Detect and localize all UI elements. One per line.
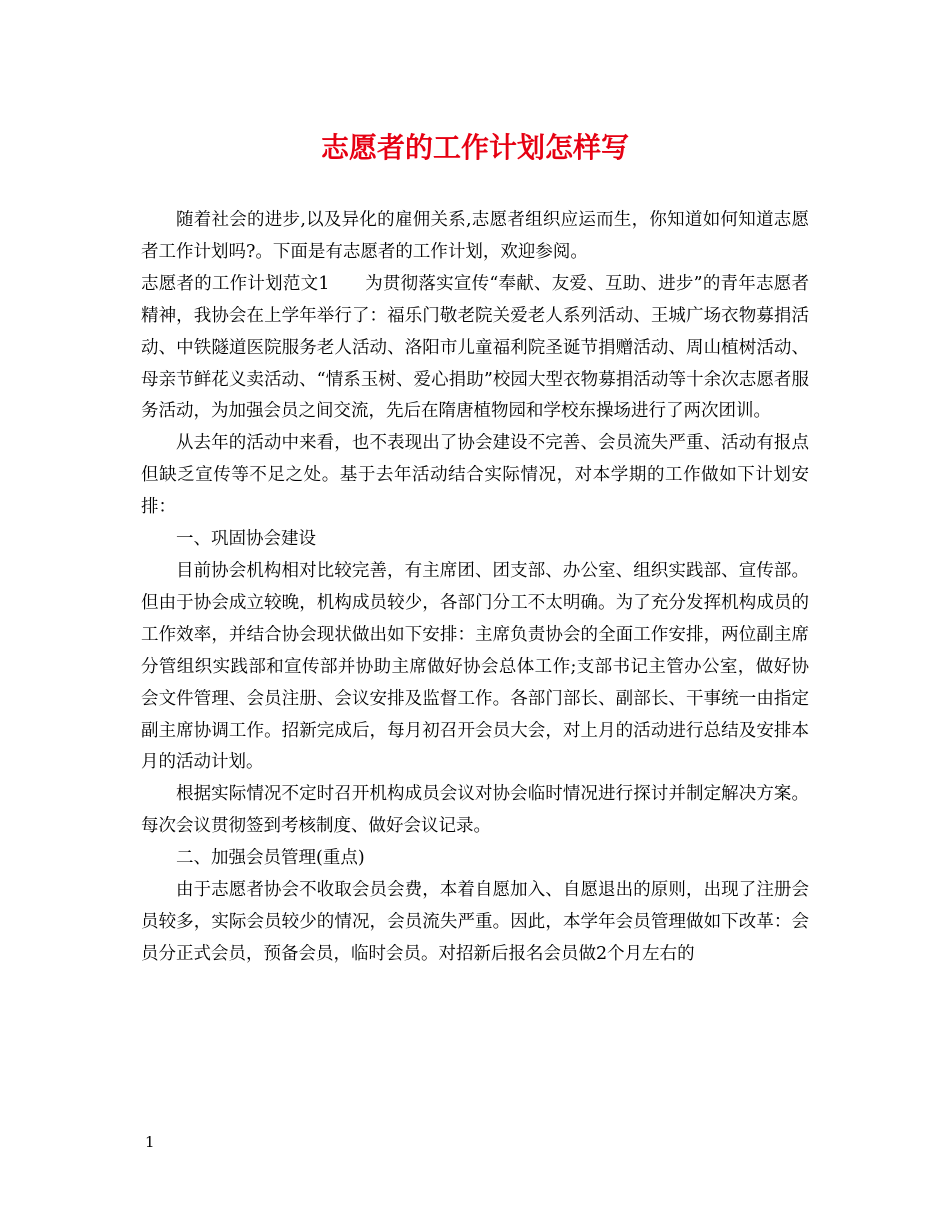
paragraph-intro: 随着社会的进步,以及异化的雇佣关系,志愿者组织应运而生，你知道如何知道志愿者工作计划吗?。下面是有志愿者的工作计划，欢迎参阅。 — [141, 210, 809, 262]
paragraph-membership: 由于志愿者协会不收取会员会费，本着自愿加入、自愿退出的原则，出现了注册会员较多，实际会员较少的情况，会员流失严重。因此，本学年会员管理做如下改革：会员分正式会员，预备会员，临时会员。对招新后报名会员做2个月左右的 — [141, 880, 809, 964]
document-title: 志愿者的工作计划怎样写 — [320, 131, 629, 164]
section-heading-2: 二、加强会员管理(重点) — [176, 848, 365, 869]
paragraph-organization: 目前协会机构相对比较完善，有主席团、团支部、办公室、组织实践部、宣传部。但由于协会成立较晚，机构成员较少，各部门分工不太明确。为了充分发挥机构成员的工作效率，并结合协会现状做出如下安排：主席负责协会的全面工作安排，两位副主席分管组织实践部和宣传部并协助主席做好协会总体工作;支部书记主管办公室，做好协会文件管理、会员注册、会议安排及监督工作。各部门部长、副部长、干事统一由指定副主席协调工作。招新完成后，每月初召开会员大会，对上月的活动进行总结及安排本月的活动计划。 — [141, 560, 809, 773]
page-number: 1 — [145, 1133, 155, 1151]
paragraph-meetings: 根据实际情况不定时召开机构成员会议对协会临时情况进行探讨并制定解决方案。每次会议贯彻签到考核制度、做好会议记录。 — [141, 784, 809, 837]
section-heading-1: 一、巩固协会建设 — [176, 529, 316, 550]
document-body — [141, 205, 809, 971]
paragraph-sample-1: 志愿者的工作计划范文1 为贯彻落实宣传“奉献、友爱、互助、进步”的青年志愿者精神，我协会在上学年举行了：福乐门敬老院关爱老人系列活动、王城广场衣物募捐活动、中铁隧道医院服务老人活动、洛阳市儿童福利院圣诞节捐赠活动、周山植树活动、母亲节鲜花义卖活动、“情系玉树、爱心捐助”校园大型衣物募捐活动等十余次志愿者服务活动，为加强会员之间交流，先后在隋唐植物园和学校东操场进行了两次团训。 — [141, 273, 809, 422]
paragraph-review: 从去年的活动中来看，也不表现出了协会建设不完善、会员流失严重、活动有报点但缺乏宣传等不足之处。基于去年活动结合实际情况，对本学期的工作做如下计划安排： — [141, 433, 809, 518]
